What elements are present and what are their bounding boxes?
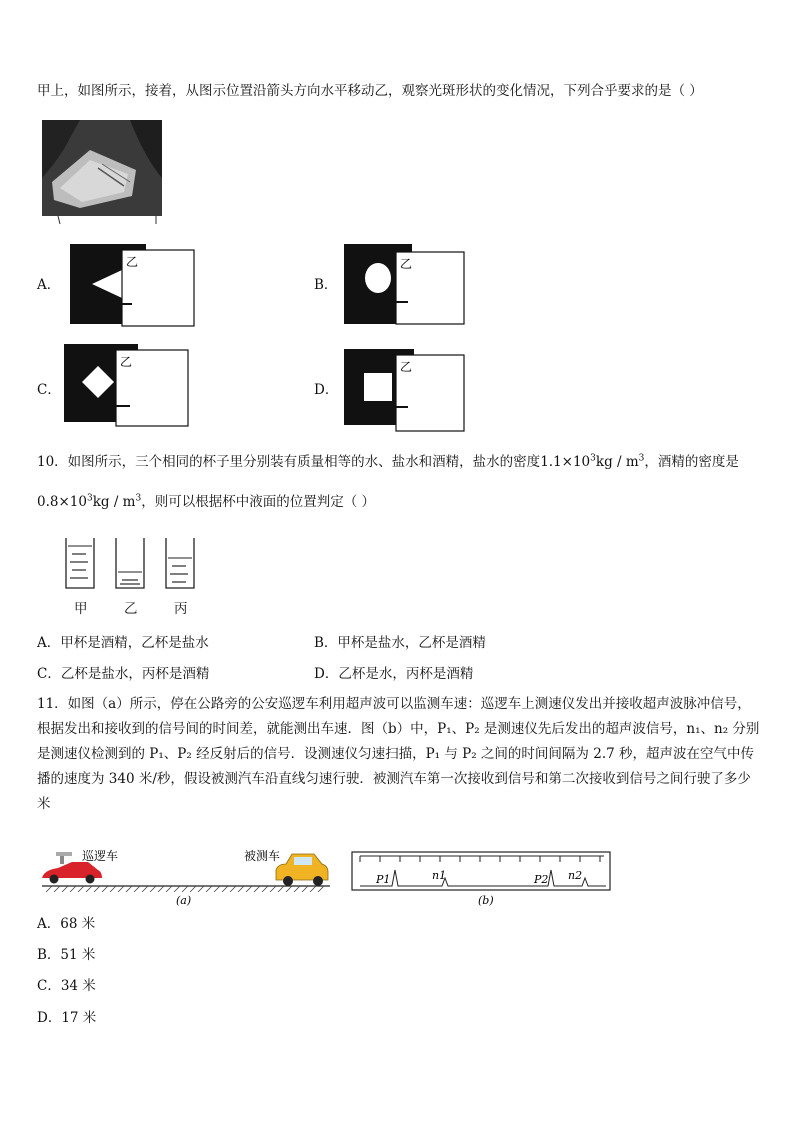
q11-option-a[interactable]: A．68 米 (37, 916, 96, 932)
q11-text: 11．如图（a）所示，停在公路旁的公安巡逻车利用超声波可以监测车速：巡逻车上测速仪发出并接收超声波脉冲信号，根据发出和接收到的信号间的时间差，就能测出车速．图（b）中，P₁、P₂ 是测速仪先后发出的超声波信号，n₁、n₂ 分别是测速仪检测到的 P₁、P₂ 经反射后的信号．设测速仪匀速扫描，P₁ 与 P₂ 之间的时间间隔为 2.7 秒，超声波在空气中传播的速度为 340 米/秒，假设被测汽车沿直线匀速行驶．被测汽车第一次接收到信号和第二次接收到信号之间行驶了多少米 (37, 696, 760, 812)
q11-n1-label: n1 (432, 869, 447, 882)
q9-intro: 甲上，如图所示，接着，从图示位置沿箭头方向水平移动乙，观察光斑形状的变化情况，下列合乎要求的是（ ） (37, 83, 703, 99)
q10-option-d[interactable]: D．乙杯是水，丙杯是酒精 (314, 666, 474, 682)
q10-line1: 10．如图所示，三个相同的杯子里分别装有质量相等的水、盐水和酒精，盐水的密度$1.1\times 10^3kg / m^3$，酒精的密度是 (37, 453, 739, 470)
q10-line2: $0.8\times 10^3kg / m^3$，则可以根据杯中液面的位置判定（ ） (37, 493, 375, 510)
q11-n2-label: n2 (568, 869, 583, 882)
q11-figure-a-caption: (a) (176, 894, 192, 906)
q10-option-c[interactable]: C．乙杯是盐水，丙杯是酒精 (37, 666, 210, 682)
q9-option-b-figure[interactable] (344, 244, 468, 328)
q11-figure-b (350, 850, 614, 908)
q9-option-a-letter: A． (37, 277, 61, 293)
q11-option-d[interactable]: D．17 米 (37, 1010, 97, 1026)
q10-cup-label-yi: 乙 (124, 601, 138, 617)
q11-p2-label: P2 (534, 873, 549, 886)
q9-option-b-letter: B． (314, 277, 338, 293)
q9-option-d-letter: D． (314, 382, 339, 398)
q9-option-c-figure[interactable] (64, 344, 194, 428)
svg-text:乙: 乙 (400, 360, 413, 374)
q11-target-label: 被测车 (244, 849, 281, 863)
q9-photo (40, 118, 164, 226)
q10-cup-label-jia: 甲 (74, 601, 88, 617)
q11-p1-label: P1 (376, 873, 391, 886)
q10-cup-label-bing: 丙 (174, 601, 188, 617)
q11-option-c[interactable]: C．34 米 (37, 978, 96, 994)
q11-patrol-label: 巡逻车 (82, 849, 119, 863)
q11-option-b[interactable]: B．51 米 (37, 947, 96, 963)
q10-option-a[interactable]: A．甲杯是酒精，乙杯是盐水 (37, 635, 209, 651)
q9-option-a-figure[interactable] (70, 244, 200, 328)
q9-option-c-letter: C． (37, 382, 61, 398)
svg-text:乙: 乙 (400, 257, 413, 271)
svg-text:乙: 乙 (120, 355, 133, 369)
q11-figure-b-caption: (b) (478, 894, 494, 907)
q11-figure-a (38, 846, 334, 906)
q9-option-d-figure[interactable] (344, 349, 468, 433)
q10-option-b[interactable]: B．甲杯是盐水，乙杯是酒精 (314, 635, 486, 651)
q9-label-yi: 乙 (126, 255, 139, 269)
